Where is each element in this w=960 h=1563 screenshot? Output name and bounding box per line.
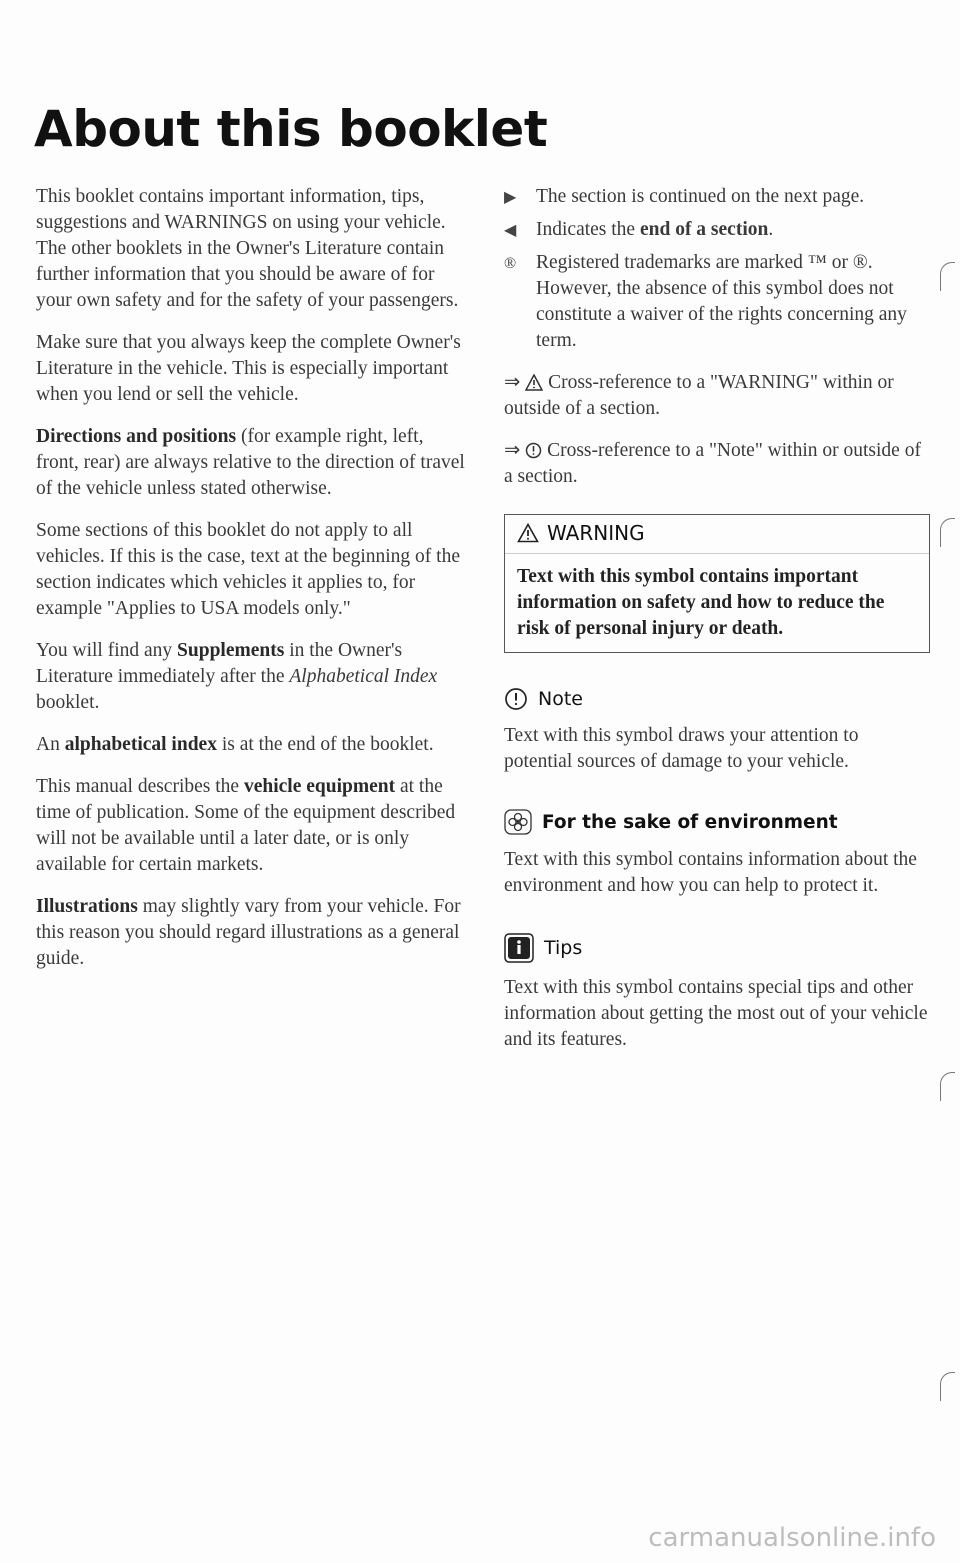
note-xref xyxy=(504,438,930,490)
warning-text: Text with this symbol contains important information on safety and how to reduce the risk of personal injury or death. xyxy=(517,566,885,639)
equipment-term: vehicle equipment xyxy=(243,776,396,797)
end-text-b: . xyxy=(768,219,774,240)
page-title: About this booklet xyxy=(34,100,548,158)
illustrations-paragraph xyxy=(36,894,466,972)
warning-header xyxy=(505,515,929,554)
note-title: Note xyxy=(538,688,583,710)
xref-arrow-icon: ⇒ xyxy=(504,440,521,461)
illustrations-text: may slightly vary from your vehicle. For this reason you should regard illustrations as a general guide. xyxy=(36,896,461,969)
note-circle-icon xyxy=(525,442,542,459)
arrow-right-icon: ▶ xyxy=(504,189,517,206)
environment-text: Text with this symbol contains information about the environment and how you can help to protect it. xyxy=(504,849,917,896)
registered-icon: ® xyxy=(504,255,517,272)
tips-text: Text with this symbol contains special tips and other information about getting the most out of your vehicle and its features. xyxy=(504,977,928,1050)
supplements-text-a: You will find any xyxy=(36,640,178,661)
illustrations-term: Illustrations xyxy=(36,896,138,917)
note-xref-text: Cross-reference to a "Note" within or outside of a section. xyxy=(504,440,921,487)
alphabetical-index-title: Alphabetical Index xyxy=(289,666,438,687)
directions-term: Directions and positions xyxy=(36,426,237,447)
warning-xref-text: Cross-reference to a "WARNING" within or outside of a section. xyxy=(504,372,894,419)
equipment-paragraph xyxy=(36,774,466,878)
sections-paragraph: Some sections of this booklet do not apply to all vehicles. If this is the case, text at the beginning of the section indicates which vehicles it applies to, for example "Applies to USA models only." xyxy=(36,520,461,619)
arrow-left-icon: ◀ xyxy=(504,222,517,239)
warning-triangle-icon xyxy=(525,374,543,391)
intro-paragraph: This booklet contains important information, tips, suggestions and WARNINGS on using your vehicle. The other booklets in the Owner's Literature contain further information that you should be aware of for your own safety and for the safety of your passengers. xyxy=(36,186,459,311)
note-circle-icon xyxy=(504,687,528,711)
supplements-text-b: in the Owner's Literature immediately after the xyxy=(36,640,403,687)
xref-arrow-icon: ⇒ xyxy=(504,372,521,393)
registered-text: Registered trademarks are marked ™ or ®. However, the absence of this symbol does not constitute a waiver of the rights concerning any term. xyxy=(536,252,907,351)
index-paragraph xyxy=(36,732,466,758)
warning-triangle-icon xyxy=(517,523,539,543)
index-text-a: An xyxy=(36,734,65,755)
supplements-paragraph xyxy=(36,638,466,716)
page-edge-mark xyxy=(940,1072,955,1101)
left-column xyxy=(36,184,466,988)
environment-flower-icon xyxy=(504,809,532,835)
end-text-a: Indicates the xyxy=(536,219,640,240)
page-edge-mark xyxy=(940,262,955,291)
supplements-text-c: booklet. xyxy=(36,692,100,713)
end-term: end of a section xyxy=(639,219,769,240)
registered-legend xyxy=(504,250,930,354)
page-edge-mark xyxy=(940,1372,955,1401)
page-edge-mark xyxy=(940,518,955,547)
directions-paragraph xyxy=(36,424,466,502)
note-text: Text with this symbol draws your attention to potential sources of damage to your vehicle. xyxy=(504,725,859,772)
right-column xyxy=(504,184,930,1053)
keep-literature-paragraph: Make sure that you always keep the complete Owner's Literature in the vehicle. This is especially important when you lend or sell the vehicle. xyxy=(36,332,461,405)
end-of-section-text xyxy=(536,217,930,243)
note-header xyxy=(504,687,930,711)
continued-legend xyxy=(504,184,930,211)
warning-title: WARNING xyxy=(547,521,645,545)
index-term: alphabetical index xyxy=(64,734,217,755)
end-of-section-legend xyxy=(504,217,930,244)
equipment-text-a: This manual describes the xyxy=(36,776,244,797)
equipment-text-b: at the time of publication. Some of the equipment described will not be available until a later date, or is only available for certain markets. xyxy=(36,776,456,875)
warning-box xyxy=(504,514,930,653)
directions-text: (for example right, left, front, rear) are always relative to the direction of travel of the vehicle unless stated otherwise. xyxy=(36,426,465,499)
index-text-b: is at the end of the booklet. xyxy=(216,734,434,755)
tips-info-icon xyxy=(504,933,534,963)
environment-header xyxy=(504,809,930,835)
tips-title: Tips xyxy=(544,937,583,959)
continued-text: The section is continued on the next page. xyxy=(536,186,865,207)
supplements-term: Supplements xyxy=(177,640,285,661)
environment-title: For the sake of environment xyxy=(542,811,838,833)
warning-xref xyxy=(504,370,930,422)
watermark: carmanualsonline.info xyxy=(648,1523,936,1553)
tips-header xyxy=(504,933,930,963)
